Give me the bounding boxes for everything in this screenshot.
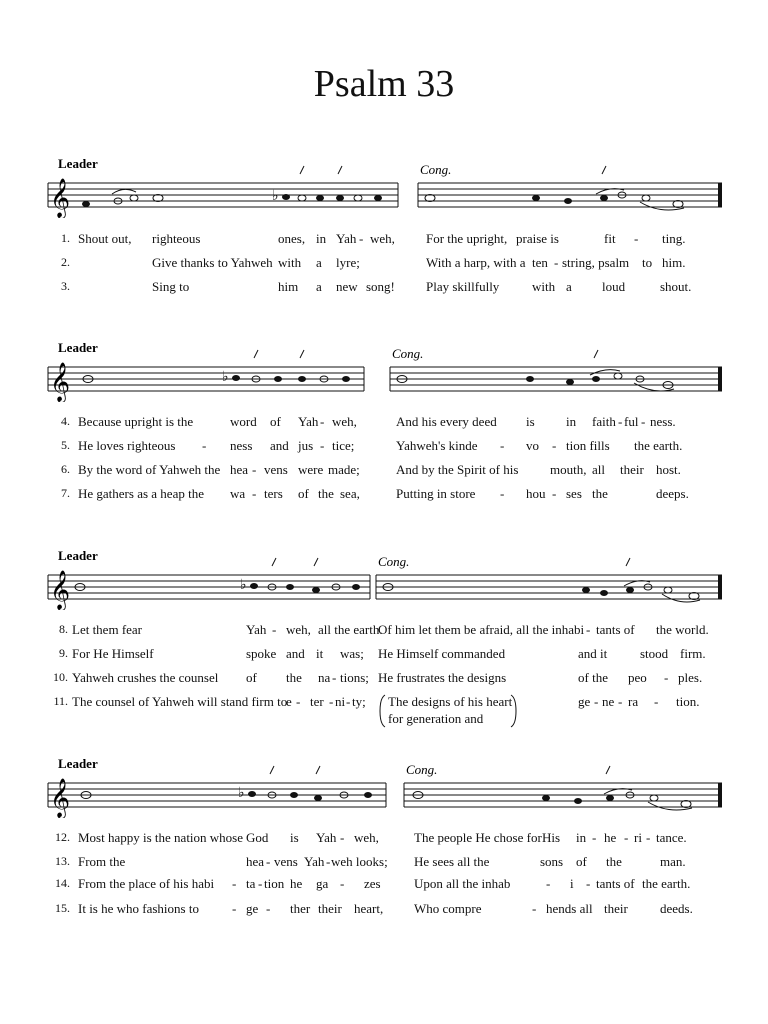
lyric-syllable: the xyxy=(318,486,334,501)
verse-number: 2. xyxy=(61,255,70,269)
lyric-syllable: ses xyxy=(566,486,582,501)
lyric-syllable: with xyxy=(532,279,556,294)
lyric-syllable: - xyxy=(552,438,557,453)
lyric-syllable: - xyxy=(340,876,345,891)
verse-number: 12. xyxy=(55,830,70,844)
leader-label: Leader xyxy=(58,340,98,355)
lyric-syllable: fit xyxy=(604,231,616,246)
lyric-syllable: - xyxy=(272,622,277,637)
lyric-syllable: hea xyxy=(230,462,249,477)
lyric-syllable: - xyxy=(646,830,651,845)
verse-number: 10. xyxy=(53,670,68,684)
lyric-syllable: ga xyxy=(316,876,329,891)
lyric-syllable: - xyxy=(654,694,659,709)
lyric-syllable: - xyxy=(592,830,597,845)
lyric-syllable: in xyxy=(576,830,587,845)
lyric-syllable: Yah xyxy=(304,854,325,869)
lyric-syllable: Shout out, xyxy=(78,231,132,246)
verse-number: 7. xyxy=(61,486,70,500)
lyric-syllable: weh looks; xyxy=(331,854,388,869)
staff xyxy=(0,148,768,218)
lyric-syllable: ty; xyxy=(352,694,366,709)
lyric-syllable: for generation and xyxy=(388,711,484,726)
lyric-syllable: mouth, xyxy=(550,462,587,477)
lyric-syllable: the xyxy=(592,486,608,501)
lyric-syllable: ones, xyxy=(278,231,306,246)
verse-number: 15. xyxy=(55,901,70,915)
lyric-syllable: - xyxy=(320,414,325,429)
lyric-syllable: Sing to xyxy=(152,279,190,294)
cong-label: Cong. xyxy=(406,762,438,777)
lyric-syllable: was; xyxy=(340,646,364,661)
lyric-syllable: - xyxy=(329,694,334,709)
lyric-syllable: - xyxy=(532,901,537,916)
lyric-syllable: - xyxy=(252,486,257,501)
lyric-syllable: deeps. xyxy=(656,486,689,501)
lyric-syllable: - xyxy=(202,438,207,453)
lyric-syllable: heart, xyxy=(354,901,384,916)
lyric-syllable: na xyxy=(318,670,331,685)
lyric-syllable: - xyxy=(266,854,271,869)
verse-number: 13. xyxy=(55,854,70,868)
lyric-syllable: shout. xyxy=(660,279,692,294)
verse-number: 5. xyxy=(61,438,70,452)
lyric-syllable: weh, xyxy=(286,622,311,637)
lyric-syllable: - xyxy=(340,830,345,845)
page-title: Psalm 33 xyxy=(313,63,455,105)
leader-label: Leader xyxy=(58,756,98,771)
lyric-syllable: tion fills xyxy=(566,438,610,453)
lyric-syllable: He loves righteous xyxy=(78,438,176,453)
lyric-syllable: - xyxy=(594,694,599,709)
svg-text:♭: ♭ xyxy=(238,785,245,801)
lyric-syllable: lyre; xyxy=(336,255,360,270)
lyric-syllable: their xyxy=(620,462,644,477)
lyric-syllable: His xyxy=(542,830,561,845)
lyric-syllable: it xyxy=(316,646,324,661)
lyric-syllable: song! xyxy=(366,279,395,294)
lyric-syllable: Of him let them be afraid, all the inhabi xyxy=(378,622,585,637)
lyric-syllable: Upon all the inhab xyxy=(414,876,511,891)
lyric-syllable: He Himself commanded xyxy=(378,646,506,661)
leader-label: Leader xyxy=(58,548,98,563)
lyric-syllable: their xyxy=(604,901,628,916)
lyric-syllable: Give thanks to Yahweh xyxy=(152,255,273,270)
lyric-syllable: i xyxy=(570,876,574,891)
lyric-syllable: - xyxy=(296,694,301,709)
lyric-syllable: peo xyxy=(628,670,647,685)
lyric-syllable: weh, xyxy=(370,231,395,246)
lyric-syllable: man. xyxy=(660,854,686,869)
lyric-syllable: With a harp, with a xyxy=(426,255,526,270)
lyric-syllable: in xyxy=(316,231,327,246)
lyric-syllable: sea, xyxy=(340,486,360,501)
lyric-syllable: - xyxy=(641,414,646,429)
lyric-syllable: Let them fear xyxy=(72,622,143,637)
lyric-syllable: - xyxy=(232,876,237,891)
lyric-syllable: host. xyxy=(656,462,681,477)
lyric-syllable: and xyxy=(286,646,305,661)
lyric-syllable: For He Himself xyxy=(72,646,154,661)
lyric-syllable: ni xyxy=(335,694,346,709)
lyric-syllable: tion xyxy=(264,876,285,891)
leader-label: Leader xyxy=(58,156,98,171)
lyric-syllable: the world. xyxy=(656,622,709,637)
lyric-syllable: - xyxy=(500,486,505,501)
lyric-syllable: jus xyxy=(298,438,314,453)
cong-label: Cong. xyxy=(378,554,410,569)
verse-number: 4. xyxy=(61,414,70,428)
lyric-syllable: He frustrates the designs xyxy=(378,670,507,685)
lyric-syllable: string, psalm xyxy=(562,255,630,270)
lyric-syllable: ness xyxy=(230,438,253,453)
lyric-syllable: vens xyxy=(264,462,288,477)
lyric-syllable: Yahweh crushes the counsel xyxy=(72,670,219,685)
lyric-syllable: ters xyxy=(264,486,283,501)
treble-clef-icon: 𝄞 xyxy=(50,572,71,609)
lyric-syllable: - xyxy=(326,854,331,869)
lyric-syllable: weh, xyxy=(332,414,357,429)
lyric-syllable: Because upright is the xyxy=(78,414,194,429)
lyric-syllable: him xyxy=(278,279,299,294)
lyric-syllable: Yah xyxy=(316,830,337,845)
lyric-syllable: - xyxy=(359,231,364,246)
lyric-syllable: - xyxy=(552,486,557,501)
lyric-syllable: Putting in store xyxy=(396,486,476,501)
lyric-syllable: From the xyxy=(78,854,126,869)
lyric-syllable: - xyxy=(624,830,629,845)
cong-label: Cong. xyxy=(420,162,452,177)
lyric-syllable: For the upright, xyxy=(426,231,508,246)
lyric-syllable: the xyxy=(606,854,622,869)
lyric-syllable: By the word of Yahweh the xyxy=(78,462,221,477)
lyric-syllable: He sees all the xyxy=(414,854,490,869)
lyric-syllable: tants of xyxy=(596,622,635,637)
lyric-syllable: Yahweh's kinde xyxy=(396,438,478,453)
verse-number: 6. xyxy=(61,462,70,476)
lyric-syllable: of xyxy=(576,854,587,869)
lyric-syllable: ful xyxy=(624,414,639,429)
lyric-syllable: of the xyxy=(578,670,608,685)
lyric-syllable: - xyxy=(266,901,271,916)
lyric-syllable: - xyxy=(634,231,639,246)
lyric-syllable: righteous xyxy=(152,231,201,246)
lyric-syllable: e xyxy=(286,694,292,709)
lyric-syllable: praise is xyxy=(516,231,559,246)
lyric-syllable: of xyxy=(298,486,309,501)
lyric-syllable: firm. xyxy=(680,646,706,661)
lyric-syllable: spoke xyxy=(246,646,277,661)
lyric-syllable: word xyxy=(230,414,257,429)
left-brace-icon xyxy=(378,694,386,728)
lyric-syllable: Yah xyxy=(246,622,267,637)
lyric-syllable: a xyxy=(316,255,322,270)
lyric-syllable: tion. xyxy=(676,694,700,709)
verse-number: 8. xyxy=(59,622,68,636)
lyric-syllable: God xyxy=(246,830,269,845)
svg-text:♭: ♭ xyxy=(240,577,247,593)
lyric-syllable: deeds. xyxy=(660,901,693,916)
lyric-syllable: the earth. xyxy=(634,438,683,453)
lyric-syllable: tants of xyxy=(596,876,635,891)
lyric-syllable: - xyxy=(232,901,237,916)
lyric-syllable: he xyxy=(290,876,303,891)
lyric-syllable: he xyxy=(604,830,617,845)
lyric-syllable: a xyxy=(566,279,572,294)
lyric-syllable: Yah xyxy=(298,414,319,429)
lyric-syllable: - xyxy=(346,694,351,709)
lyric-syllable: their xyxy=(318,901,342,916)
lyric-syllable: made; xyxy=(328,462,360,477)
lyric-syllable: ness. xyxy=(650,414,676,429)
lyric-syllable: Who compre xyxy=(414,901,482,916)
lyric-syllable: faith xyxy=(592,414,616,429)
lyric-syllable: and xyxy=(270,438,289,453)
lyric-syllable: hends all xyxy=(546,901,593,916)
staff xyxy=(0,332,768,402)
lyric-syllable: is xyxy=(526,414,535,429)
staff xyxy=(0,540,768,610)
lyric-syllable: weh, xyxy=(354,830,379,845)
lyric-syllable: a xyxy=(316,279,322,294)
lyric-syllable: ge xyxy=(246,901,259,916)
lyric-syllable: The designs of his heart xyxy=(388,694,513,709)
lyric-syllable: - xyxy=(252,462,257,477)
svg-text:♭: ♭ xyxy=(272,188,279,204)
lyric-syllable: is xyxy=(290,830,299,845)
cong-label: Cong. xyxy=(392,346,424,361)
lyric-syllable: ne xyxy=(602,694,615,709)
verse-number: 14. xyxy=(55,876,70,890)
lyric-syllable: - xyxy=(258,876,263,891)
lyric-syllable: stood xyxy=(640,646,669,661)
verse-number: 3. xyxy=(61,279,70,293)
lyric-syllable: ples. xyxy=(678,670,703,685)
right-brace-icon xyxy=(510,694,518,728)
lyric-syllable: in xyxy=(566,414,577,429)
lyric-syllable: ra xyxy=(628,694,639,709)
lyric-syllable: of xyxy=(246,670,257,685)
lyric-syllable: were xyxy=(298,462,324,477)
lyric-syllable: to xyxy=(642,255,653,270)
lyric-syllable: ri xyxy=(634,830,642,845)
lyric-syllable: ter xyxy=(310,694,324,709)
lyric-syllable: The counsel of Yahweh will stand firm to xyxy=(72,694,288,709)
lyric-syllable: The people He chose for xyxy=(414,830,542,845)
lyric-syllable: ge xyxy=(578,694,591,709)
lyric-syllable: ta xyxy=(246,876,256,891)
lyric-syllable: hea xyxy=(246,854,265,869)
lyric-syllable: - xyxy=(586,876,591,891)
treble-clef-icon: 𝄞 xyxy=(50,180,71,217)
lyric-syllable: loud xyxy=(602,279,626,294)
lyric-syllable: the xyxy=(286,670,302,685)
lyric-syllable: ten xyxy=(532,255,548,270)
lyric-syllable: the earth. xyxy=(642,876,691,891)
lyric-syllable: - xyxy=(554,255,559,270)
lyric-syllable: From the place of his habi xyxy=(78,876,215,891)
lyric-syllable: And by the Spirit of his xyxy=(396,462,519,477)
lyric-syllable: - xyxy=(618,694,623,709)
lyric-syllable: all xyxy=(592,462,605,477)
lyric-syllable: hou xyxy=(526,486,546,501)
lyric-syllable: And his every deed xyxy=(396,414,497,429)
lyric-syllable: - xyxy=(618,414,623,429)
lyric-syllable: - xyxy=(664,670,669,685)
lyric-syllable: ting. xyxy=(662,231,686,246)
lyric-syllable: - xyxy=(546,876,551,891)
lyric-syllable: wa xyxy=(230,486,246,501)
lyric-syllable: - xyxy=(320,438,325,453)
lyric-syllable: tions; xyxy=(340,670,369,685)
lyric-syllable: new xyxy=(336,279,358,294)
lyric-syllable: Play skillfully xyxy=(426,279,500,294)
svg-text:♭: ♭ xyxy=(222,369,229,385)
staff xyxy=(0,748,768,818)
lyric-syllable: ther xyxy=(290,901,311,916)
verse-number: 11. xyxy=(53,694,68,708)
lyric-syllable: Most happy is the nation whose xyxy=(78,830,244,845)
lyric-syllable: sons xyxy=(540,854,564,869)
treble-clef-icon: 𝄞 xyxy=(50,780,71,817)
lyric-syllable: He gathers as a heap the xyxy=(78,486,204,501)
lyric-syllable: tance. xyxy=(656,830,687,845)
lyric-syllable: vo xyxy=(526,438,539,453)
lyric-syllable: zes xyxy=(364,876,381,891)
lyric-syllable: - xyxy=(500,438,505,453)
lyric-syllable: It is he who fashions to xyxy=(78,901,199,916)
lyric-syllable: Yah xyxy=(336,231,357,246)
lyric-syllable: of xyxy=(270,414,281,429)
lyric-syllable: vens xyxy=(274,854,298,869)
lyric-syllable: - xyxy=(586,622,591,637)
treble-clef-icon: 𝄞 xyxy=(50,364,71,401)
lyric-syllable: tice; xyxy=(332,438,355,453)
lyric-syllable: all the earth. xyxy=(318,622,383,637)
verse-number: 1. xyxy=(61,231,70,245)
lyric-syllable: him. xyxy=(662,255,686,270)
verse-number: 9. xyxy=(59,646,68,660)
lyric-syllable: and it xyxy=(578,646,608,661)
lyric-syllable: with xyxy=(278,255,302,270)
lyric-syllable: - xyxy=(332,670,337,685)
